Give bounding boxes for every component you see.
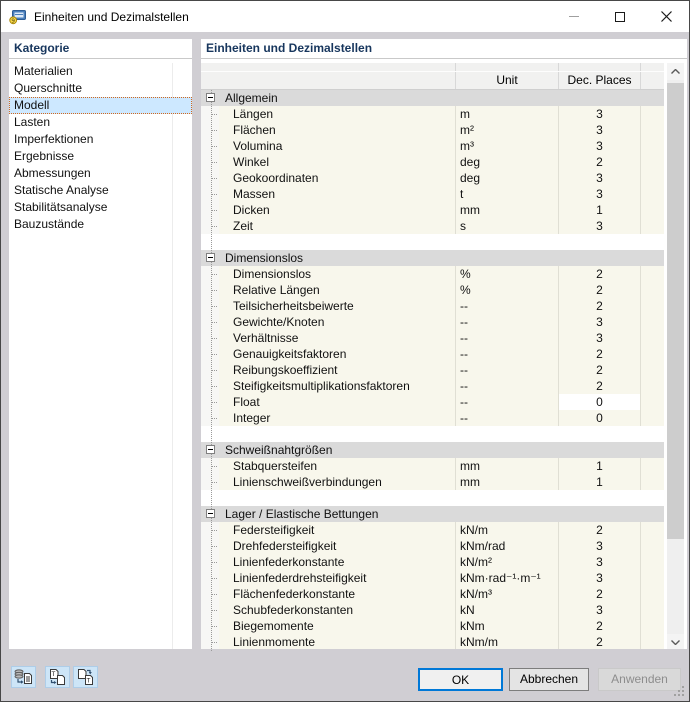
tree-branch-icon: [201, 378, 219, 394]
units-table: [201, 63, 664, 651]
unit-cell[interactable]: %: [456, 266, 559, 282]
scrollbar-thumb[interactable]: [667, 83, 684, 539]
save-units-template-icon: [76, 668, 96, 686]
dialog-footer: [1, 649, 689, 701]
table-row: [201, 202, 664, 218]
row-label: Reibungskoeffizient: [219, 362, 456, 378]
tree-branch-icon: [201, 122, 219, 138]
close-button[interactable]: [643, 1, 689, 32]
save-units-template-button[interactable]: [73, 666, 98, 688]
section-row: [201, 442, 664, 458]
row-label: Flächen: [219, 122, 456, 138]
table-row: [201, 282, 664, 298]
row-label: Steifigkeitsmultiplikationsfaktoren: [219, 378, 456, 394]
table-row: [201, 554, 664, 570]
unit-cell[interactable]: --: [456, 298, 559, 314]
dec-places-cell[interactable]: 2: [559, 378, 641, 394]
row-label: Linienfederdrehsteifigkeit: [219, 570, 456, 586]
tree-branch-icon: [201, 154, 219, 170]
tree-branch-icon: [201, 618, 219, 634]
table-row: [201, 186, 664, 202]
section-label: Dimensionslos: [225, 251, 304, 265]
unit-cell[interactable]: m³: [456, 138, 559, 154]
unit-cell[interactable]: m: [456, 106, 559, 122]
section-gap: [201, 426, 664, 442]
dec-places-cell[interactable]: 3: [559, 106, 641, 122]
table-row: [201, 410, 664, 426]
unit-cell[interactable]: deg: [456, 154, 559, 170]
column-header-name: [201, 72, 456, 89]
dec-places-cell[interactable]: 3: [559, 314, 641, 330]
table-row: [201, 218, 664, 234]
unit-cell[interactable]: s: [456, 218, 559, 234]
maximize-icon: [615, 12, 625, 22]
section-gap: [201, 490, 664, 506]
unit-cell[interactable]: deg: [456, 170, 559, 186]
row-label: Massen: [219, 186, 456, 202]
row-label: Schubfederkonstanten: [219, 602, 456, 618]
unit-cell[interactable]: kNm·rad⁻¹·m⁻¹: [456, 570, 559, 586]
cancel-button[interactable]: Abbrechen: [509, 668, 589, 691]
svg-text:T: T: [86, 677, 90, 685]
section-label: Schweißnahtgrößen: [225, 443, 333, 457]
unit-cell[interactable]: kN/m: [456, 522, 559, 538]
app-units-icon: [9, 9, 27, 25]
tree-branch-icon: [201, 202, 219, 218]
sidebar-item[interactable]: Ergebnisse: [14, 149, 75, 163]
dec-places-cell[interactable]: 2: [559, 266, 641, 282]
row-label: Biegemomente: [219, 618, 456, 634]
maximize-button[interactable]: [597, 1, 643, 32]
unit-cell[interactable]: mm: [456, 474, 559, 490]
unit-cell[interactable]: kN/m³: [456, 586, 559, 602]
table-header-blank-row: [201, 63, 664, 72]
unit-cell[interactable]: --: [456, 394, 559, 410]
tree-branch-icon: [201, 522, 219, 538]
minimize-button: [551, 1, 597, 32]
table-body: [201, 90, 664, 651]
tree-branch-icon: [201, 602, 219, 618]
unit-cell[interactable]: --: [456, 410, 559, 426]
tree-branch-icon: [201, 570, 219, 586]
tree-branch-icon: [201, 186, 219, 202]
row-label: Dimensionslos: [219, 266, 456, 282]
dec-places-cell[interactable]: 2: [559, 346, 641, 362]
dec-places-cell[interactable]: 3: [559, 122, 641, 138]
row-label: Linienfederkonstante: [219, 554, 456, 570]
row-label: Verhältnisse: [219, 330, 456, 346]
sidebar-item[interactable]: Abmessungen: [14, 166, 91, 180]
unit-cell[interactable]: m²: [456, 122, 559, 138]
section-row: [201, 506, 664, 522]
row-label: Volumina: [219, 138, 456, 154]
dec-places-cell[interactable]: 3: [559, 538, 641, 554]
tree-branch-icon: [201, 266, 219, 282]
row-label: Integer: [219, 410, 456, 426]
tree-branch-icon: [201, 394, 219, 410]
tree-branch-icon: [201, 330, 219, 346]
tree-branch-icon: [201, 282, 219, 298]
close-icon: [661, 11, 672, 22]
tree-branch-icon: [201, 538, 219, 554]
table-row: [201, 618, 664, 634]
dec-places-cell[interactable]: 1: [559, 202, 641, 218]
dec-places-cell[interactable]: 3: [559, 186, 641, 202]
sidebar-item[interactable]: Lasten: [14, 115, 51, 129]
row-label: Teilsicherheitsbeiwerte: [219, 298, 456, 314]
unit-cell[interactable]: %: [456, 282, 559, 298]
tree-branch-icon: [201, 298, 219, 314]
load-saved-units-icon: [14, 668, 34, 686]
table-row: [201, 362, 664, 378]
copy-units-template-icon: [48, 668, 68, 686]
column-header-unit[interactable]: Unit: [456, 72, 559, 89]
table-row: [201, 378, 664, 394]
sidebar-item[interactable]: Materialien: [14, 64, 73, 78]
row-label: Relative Längen: [219, 282, 456, 298]
tree-branch-icon: [201, 106, 219, 122]
table-row: [201, 570, 664, 586]
sidebar-item[interactable]: Modell: [9, 97, 192, 114]
dec-places-cell[interactable]: 0: [559, 394, 641, 410]
tree-branch-icon: [201, 554, 219, 570]
section-gutter: [201, 90, 219, 106]
dec-places-cell[interactable]: 3: [559, 218, 641, 234]
tree-branch-icon: [201, 362, 219, 378]
category-header: Kategorie: [9, 39, 192, 59]
table-row: [201, 474, 664, 490]
section-gap: [201, 234, 664, 250]
unit-cell[interactable]: t: [456, 186, 559, 202]
row-label: Stabquersteifen: [219, 458, 456, 474]
table-row: [201, 266, 664, 282]
category-panel: [9, 39, 192, 651]
table-header-row: [201, 72, 664, 90]
collapse-toggle-icon[interactable]: [206, 93, 215, 102]
section-row: [201, 90, 664, 106]
column-header-dec-places[interactable]: Dec. Places: [559, 72, 641, 89]
table-row: [201, 634, 664, 650]
unit-cell[interactable]: kNm: [456, 618, 559, 634]
svg-text:T: T: [51, 671, 55, 678]
table-row: [201, 106, 664, 122]
row-label: Geokoordinaten: [219, 170, 456, 186]
unit-cell[interactable]: --: [456, 314, 559, 330]
sidebar-item[interactable]: Querschnitte: [14, 81, 83, 95]
tree-branch-icon: [201, 138, 219, 154]
dec-places-cell[interactable]: 1: [559, 458, 641, 474]
tree-branch-icon: [201, 474, 219, 490]
row-label: Winkel: [219, 154, 456, 170]
dec-places-cell[interactable]: 3: [559, 554, 641, 570]
title-bar: [1, 1, 689, 32]
dec-places-cell[interactable]: 2: [559, 282, 641, 298]
table-row: [201, 170, 664, 186]
collapse-toggle-icon[interactable]: [206, 509, 215, 518]
tree-branch-icon: [201, 314, 219, 330]
table-row: [201, 458, 664, 474]
category-list: [9, 63, 192, 651]
table-row: [201, 522, 664, 538]
unit-cell[interactable]: kN/m²: [456, 554, 559, 570]
section-gutter: [201, 442, 219, 458]
collapse-toggle-icon[interactable]: [206, 445, 215, 454]
dec-places-cell[interactable]: 2: [559, 586, 641, 602]
tree-branch-icon: [201, 218, 219, 234]
table-row: [201, 330, 664, 346]
table-row: [201, 602, 664, 618]
section-label: Allgemein: [225, 91, 278, 105]
unit-cell[interactable]: mm: [456, 458, 559, 474]
unit-cell[interactable]: --: [456, 346, 559, 362]
table-row: [201, 298, 664, 314]
tree-branch-icon: [201, 458, 219, 474]
section-row: [201, 250, 664, 266]
row-label: Drehfedersteifigkeit: [219, 538, 456, 554]
dec-places-cell[interactable]: 1: [559, 474, 641, 490]
unit-cell[interactable]: --: [456, 362, 559, 378]
sidebar-item[interactable]: Stabilitätsanalyse: [14, 200, 108, 214]
section-gutter: [201, 250, 219, 266]
apply-button: Anwenden: [598, 668, 681, 691]
sidebar-item[interactable]: Imperfektionen: [14, 132, 94, 146]
section-gutter: [201, 506, 219, 522]
row-label: Zeit: [219, 218, 456, 234]
dec-places-cell[interactable]: 2: [559, 618, 641, 634]
row-label: Linienschweißverbindungen: [219, 474, 456, 490]
unit-cell[interactable]: --: [456, 378, 559, 394]
resize-grip[interactable]: [673, 685, 685, 697]
sidebar-item[interactable]: Statische Analyse: [14, 183, 109, 197]
row-label: Längen: [219, 106, 456, 122]
ok-button[interactable]: OK: [418, 668, 503, 691]
chevron-down-icon: [671, 640, 680, 645]
row-label: Linienmomente: [219, 634, 456, 650]
dec-places-cell[interactable]: 2: [559, 298, 641, 314]
row-label: Genauigkeitsfaktoren: [219, 346, 456, 362]
vertical-scrollbar[interactable]: [667, 63, 684, 651]
scroll-up-button[interactable]: [667, 63, 684, 80]
table-row: [201, 154, 664, 170]
row-label: Float: [219, 394, 456, 410]
table-row: [201, 138, 664, 154]
unit-cell[interactable]: kN: [456, 602, 559, 618]
table-row: [201, 538, 664, 554]
tree-branch-icon: [201, 586, 219, 602]
window-title: Einheiten und Dezimalstellen: [34, 9, 189, 24]
dec-places-cell[interactable]: 3: [559, 170, 641, 186]
sidebar-item[interactable]: Bauzustände: [14, 217, 85, 231]
dec-places-cell[interactable]: 3: [559, 570, 641, 586]
unit-cell[interactable]: kNm/m: [456, 634, 559, 650]
collapse-toggle-icon[interactable]: [206, 253, 215, 262]
dec-places-cell[interactable]: 2: [559, 522, 641, 538]
chevron-up-icon: [671, 69, 680, 74]
table-row: [201, 586, 664, 602]
dec-places-cell[interactable]: 3: [559, 602, 641, 618]
row-label: Dicken: [219, 202, 456, 218]
row-label: Federsteifigkeit: [219, 522, 456, 538]
tree-branch-icon: [201, 170, 219, 186]
units-panel-title: Einheiten und Dezimalstellen: [201, 39, 687, 59]
dec-places-cell[interactable]: 2: [559, 154, 641, 170]
table-row: [201, 346, 664, 362]
load-saved-units-button[interactable]: [11, 666, 36, 688]
unit-cell[interactable]: --: [456, 330, 559, 346]
dec-places-cell[interactable]: 2: [559, 362, 641, 378]
tree-branch-icon: [201, 346, 219, 362]
row-label: Gewichte/Knoten: [219, 314, 456, 330]
units-panel: [201, 39, 687, 651]
copy-units-template-button[interactable]: [45, 666, 70, 688]
tree-branch-icon: [201, 410, 219, 426]
tree-branch-icon: [201, 634, 219, 650]
dec-places-cell[interactable]: 2: [559, 634, 641, 650]
unit-cell[interactable]: kNm/rad: [456, 538, 559, 554]
row-label: Flächenfederkonstante: [219, 586, 456, 602]
section-label: Lager / Elastische Bettungen: [225, 507, 379, 521]
dec-places-cell[interactable]: 3: [559, 330, 641, 346]
minimize-icon: [569, 16, 579, 17]
table-row: [201, 314, 664, 330]
table-row: [201, 122, 664, 138]
svg-text:9: 9: [11, 17, 15, 24]
table-row: [201, 394, 664, 410]
dec-places-cell[interactable]: 0: [559, 410, 641, 426]
dec-places-cell[interactable]: 3: [559, 138, 641, 154]
unit-cell[interactable]: mm: [456, 202, 559, 218]
